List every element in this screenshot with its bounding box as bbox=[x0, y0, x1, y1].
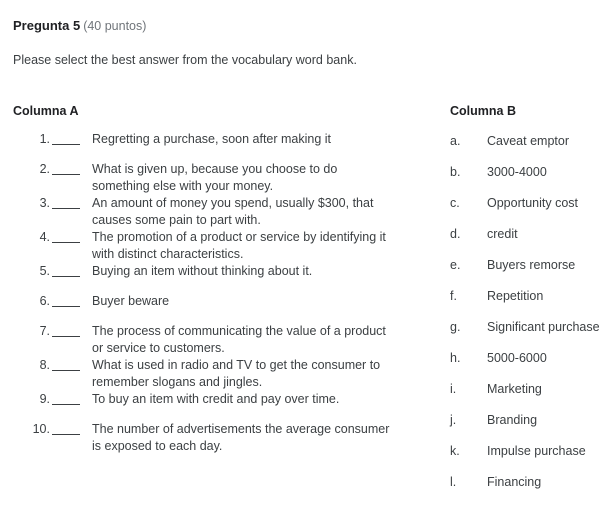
column-a-item bbox=[13, 229, 413, 263]
column-a-item-number: 1. bbox=[39, 132, 50, 146]
column-a-item bbox=[13, 131, 413, 148]
column-b-item[interactable] bbox=[450, 195, 607, 226]
column-a-answer-blank[interactable] bbox=[52, 276, 80, 277]
column-b-item-letter: b. bbox=[450, 165, 461, 179]
column-a-item-text: Regretting a purchase, soon after making it bbox=[92, 132, 332, 146]
column-b bbox=[450, 104, 607, 505]
column-b-item-text: Caveat emptor bbox=[487, 134, 569, 148]
column-a-heading: Columna A bbox=[13, 104, 79, 118]
column-a-item-number: 5. bbox=[39, 264, 50, 278]
column-b-item-text: 5000-6000 bbox=[487, 351, 547, 365]
column-b-item-letter: j. bbox=[450, 413, 457, 427]
column-a-item bbox=[13, 421, 413, 455]
column-a-item-text: The promotion of a product or service by identifying it with distinct characteristics. bbox=[92, 230, 386, 261]
column-b-item-text: Buyers remorse bbox=[487, 258, 576, 272]
column-b-item-text: Marketing bbox=[487, 382, 542, 396]
column-b-item-letter: i. bbox=[450, 382, 457, 396]
column-b-item-letter: g. bbox=[450, 320, 461, 334]
column-b-item-letter: h. bbox=[450, 351, 461, 365]
column-b-item-letter: l. bbox=[450, 475, 457, 489]
column-a-answer-blank[interactable] bbox=[52, 434, 80, 435]
column-a-item bbox=[13, 263, 413, 280]
column-a-item-number: 6. bbox=[39, 294, 50, 308]
column-b-item[interactable] bbox=[450, 288, 607, 319]
column-a-item-text: The process of communicating the value of a product or service to customers. bbox=[92, 324, 386, 355]
column-b-item[interactable] bbox=[450, 443, 607, 474]
column-b-item-letter: k. bbox=[450, 444, 460, 458]
column-a-answer-blank[interactable] bbox=[52, 208, 80, 209]
column-b-item[interactable] bbox=[450, 164, 607, 195]
column-a-answer-blank[interactable] bbox=[52, 242, 80, 243]
column-a-item-text: What is used in radio and TV to get the consumer to remember slogans and jingles. bbox=[92, 358, 381, 389]
column-b-item[interactable] bbox=[450, 319, 607, 350]
column-a-item bbox=[13, 293, 413, 310]
column-b-item-text: Financing bbox=[487, 475, 542, 489]
column-b-item-letter: d. bbox=[450, 227, 461, 241]
column-b-list bbox=[450, 133, 607, 505]
column-a-answer-blank[interactable] bbox=[52, 174, 80, 175]
column-b-item-text: Repetition bbox=[487, 289, 544, 303]
column-a-item-number: 8. bbox=[39, 358, 50, 372]
column-b-item-letter: a. bbox=[450, 134, 461, 148]
question-points-label: (40 puntos) bbox=[83, 19, 147, 33]
column-a-answer-blank[interactable] bbox=[52, 336, 80, 337]
column-b-item-text: 3000-4000 bbox=[487, 165, 547, 179]
column-a-answer-blank[interactable] bbox=[52, 306, 80, 307]
column-a-item-number: 9. bbox=[39, 392, 50, 406]
column-b-item-text: Impulse purchase bbox=[487, 444, 586, 458]
column-a-item-text: To buy an item with credit and pay over time. bbox=[92, 392, 340, 406]
column-b-item-text: Branding bbox=[487, 413, 538, 427]
column-a-item bbox=[13, 357, 413, 391]
column-a-answer-blank[interactable] bbox=[52, 404, 80, 405]
column-b-item-letter: c. bbox=[450, 196, 460, 210]
column-a-item-text: What is given up, because you choose to do something else with your money. bbox=[92, 162, 338, 193]
column-b-item-text: Significant purchase bbox=[487, 320, 600, 334]
column-b-item-letter: e. bbox=[450, 258, 461, 272]
column-b-item-text: credit bbox=[487, 227, 518, 241]
question-header bbox=[13, 18, 146, 34]
column-a-item-number: 4. bbox=[39, 230, 50, 244]
column-b-item[interactable] bbox=[450, 412, 607, 443]
column-a-item bbox=[13, 195, 413, 229]
question-number-label: Pregunta 5 bbox=[13, 18, 81, 33]
column-a-list bbox=[13, 131, 413, 455]
column-b-item[interactable] bbox=[450, 381, 607, 412]
column-b-item[interactable] bbox=[450, 350, 607, 381]
column-a-item bbox=[13, 391, 413, 408]
column-b-heading: Columna B bbox=[450, 104, 516, 118]
column-a-item-number: 10. bbox=[32, 422, 50, 436]
column-a-item-number: 3. bbox=[39, 196, 50, 210]
column-b-item[interactable] bbox=[450, 226, 607, 257]
column-b-item[interactable] bbox=[450, 133, 607, 164]
question-instruction: Please select the best answer from the vocabulary word bank. bbox=[13, 53, 357, 67]
column-b-item-text: Opportunity cost bbox=[487, 196, 579, 210]
column-a-item-text: Buyer beware bbox=[92, 294, 170, 308]
column-b-item-letter: f. bbox=[450, 289, 457, 303]
column-a-answer-blank[interactable] bbox=[52, 144, 80, 145]
column-a-item-text: Buying an item without thinking about it. bbox=[92, 264, 313, 278]
column-b-item[interactable] bbox=[450, 474, 607, 505]
column-b-item[interactable] bbox=[450, 257, 607, 288]
column-a-item bbox=[13, 161, 413, 195]
column-a-item-number: 2. bbox=[39, 162, 50, 176]
column-a bbox=[13, 104, 413, 455]
column-a-item-text: An amount of money you spend, usually $300, that causes some pain to part with. bbox=[92, 196, 374, 227]
column-a-item-text: The number of advertisements the average consumer is exposed to each day. bbox=[92, 422, 390, 453]
column-a-item bbox=[13, 323, 413, 357]
column-a-answer-blank[interactable] bbox=[52, 370, 80, 371]
column-a-item-number: 7. bbox=[39, 324, 50, 338]
